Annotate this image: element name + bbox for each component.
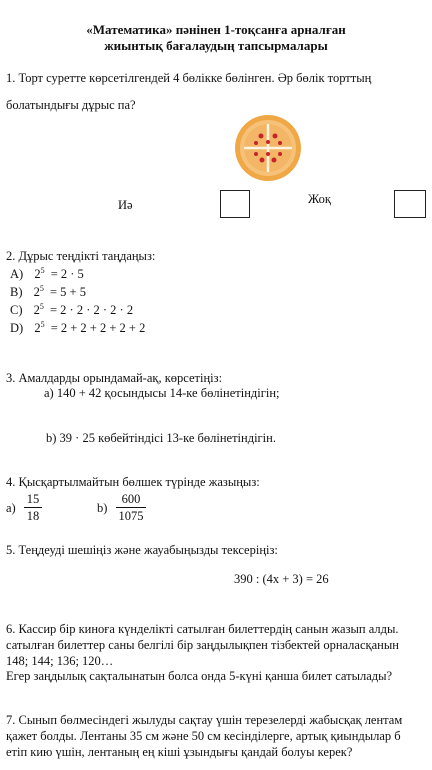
- q7-line-3: етіп кию үшін, лентаның ең кіші ұзындығы қандай болуы керек?: [6, 745, 353, 759]
- q2-option-a[interactable]: [10, 266, 84, 282]
- title-line-1: «Математика» пәнінен 1-тоқсанға арналған: [86, 22, 346, 37]
- q4-b-label: b): [97, 501, 108, 515]
- yes-checkbox[interactable]: [220, 190, 250, 218]
- q5-heading: 5. Теңдеуді шешіңіз және жауабыңызды тексеріңіз:: [6, 543, 278, 557]
- fraction-numerator: 600: [121, 492, 141, 506]
- q6-line-1: 6. Кассир бір киноға күнделікті сатылған билеттердің санын жазып алды.: [6, 622, 399, 636]
- option-exponent: 5: [40, 320, 45, 329]
- q1-line-1: 1. Торт суретте көрсетілгендей 4 бөлікке бөлінген. Әр бөлік торттың: [6, 71, 372, 85]
- q4-fraction-a: [24, 492, 42, 523]
- q2-option-c[interactable]: [10, 302, 133, 318]
- yes-label: Иә: [118, 198, 133, 212]
- q5-equation: 390 : (4x + 3) = 26: [234, 572, 329, 586]
- option-base: 2: [33, 303, 40, 318]
- option-label: B): [10, 285, 23, 300]
- no-checkbox[interactable]: [394, 190, 426, 218]
- cake-image: [234, 114, 302, 182]
- no-label: Жоқ: [308, 192, 331, 206]
- fraction-bar: [116, 507, 146, 508]
- q6-line-4: Егер заңдылық сақталынатын болса онда 5-күні қанша билет сатылады?: [6, 669, 393, 683]
- option-label: A): [10, 267, 24, 282]
- title-line-2: жиынтық бағалаудың тапсырмалары: [104, 38, 328, 53]
- q7-line-1: 7. Сынып бөлмесіндегі жылуды сақтау үшін терезелерді жабысқақ лентам: [6, 713, 403, 727]
- fraction-denominator: 18: [26, 509, 40, 523]
- q3-heading: 3. Амалдарды орындамай-ақ, көрсетіңіз:: [6, 371, 223, 385]
- option-base: 2: [33, 285, 40, 300]
- q2-option-b[interactable]: [10, 284, 86, 300]
- option-base: 2: [34, 267, 41, 282]
- q3-part-a: а) 140 + 42 қосындысы 14-ке бөлінетіндігін;: [44, 386, 280, 400]
- option-exponent: 5: [39, 284, 44, 293]
- option-label: C): [10, 303, 23, 318]
- option-exponent: 5: [40, 266, 45, 275]
- option-rhs: = 5 + 5: [50, 285, 86, 300]
- q4-fraction-b: [116, 492, 146, 523]
- q6-line-3: 148; 144; 136; 120…: [6, 654, 114, 668]
- option-rhs: = 2 · 5: [50, 267, 84, 282]
- fraction-numerator: 15: [26, 492, 40, 506]
- fraction-denominator: 1075: [118, 509, 144, 523]
- option-rhs: = 2 + 2 + 2 + 2 + 2: [50, 321, 146, 336]
- q3-part-b: b) 39 · 25 көбейтіндісі 13-ке бөлінетіндігін.: [46, 431, 276, 445]
- option-rhs: = 2 · 2 · 2 · 2 · 2: [50, 303, 134, 318]
- fraction-bar: [24, 507, 42, 508]
- option-exponent: 5: [39, 302, 44, 311]
- q4-a-label: a): [6, 501, 16, 515]
- q2-heading: 2. Дұрыс теңдікті таңдаңыз:: [6, 249, 156, 263]
- q2-option-d[interactable]: [10, 320, 145, 336]
- option-base: 2: [34, 321, 41, 336]
- option-label: D): [10, 321, 24, 336]
- q1-line-2: болатындығы дұрыс па?: [6, 98, 136, 112]
- q4-heading: 4. Қысқартылмайтын бөлшек түрінде жазыңыз:: [6, 475, 260, 489]
- header-cut: [0, 0, 432, 5]
- q7-line-2: қажет болды. Лентаны 35 см және 50 см кесінділерге, артық қиындылар б: [6, 729, 401, 743]
- q6-line-2: сатылған билеттер саны белгілі бір заңдылықпен тізбектей орналасқанын: [6, 638, 399, 652]
